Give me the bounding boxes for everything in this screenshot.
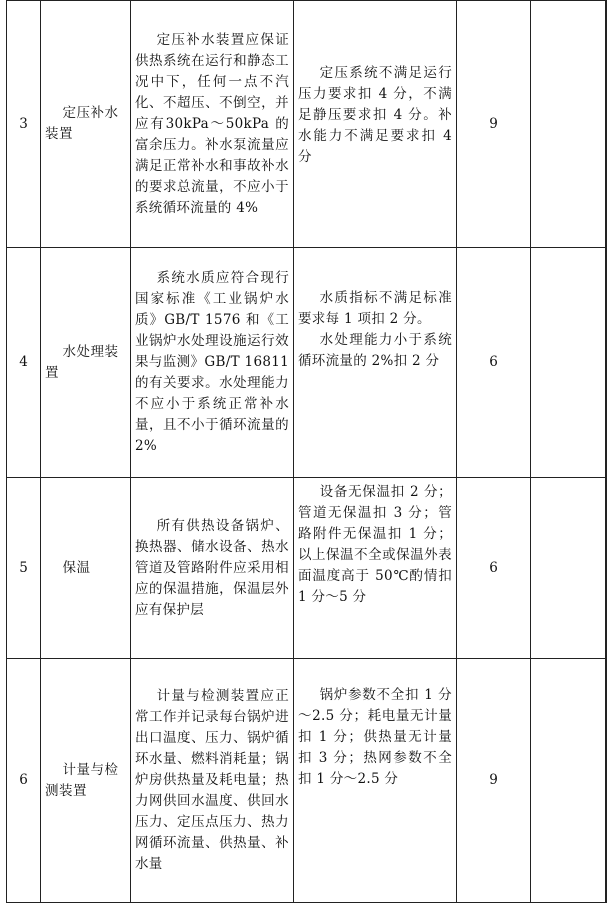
row-number: 6 — [7, 659, 41, 903]
table-row — [7, 659, 607, 903]
scoring-standard: 锅炉参数不全扣 1 分～2.5 分；耗电量无计量扣 1 分；供热量无计量扣 3 分；热网参数不全扣 1 分～2.5 分 — [294, 659, 457, 903]
score-value: 6 — [457, 478, 531, 659]
item-name: 计量与检测装置 — [41, 659, 131, 903]
empty-cell — [606, 1, 607, 248]
scoring-standard: 定压系统不满足运行压力要求扣 4 分，不满足静压要求扣 4 分。补水能力不满足要求扣 4 分 — [294, 1, 457, 248]
score-value: 9 — [457, 1, 531, 248]
empty-cell — [531, 248, 606, 478]
item-name: 水处理装置 — [41, 248, 131, 478]
row-number: 3 — [7, 1, 41, 248]
requirement-text: 所有供热设备锅炉、换热器、储水设备、热水管道及管路附件应采用相应的保温措施，保温层外应有保护层 — [131, 478, 294, 659]
item-name: 保温 — [41, 478, 131, 659]
empty-cell — [531, 659, 606, 903]
table-row — [7, 1, 607, 248]
empty-cell — [531, 1, 606, 248]
empty-cell — [606, 478, 607, 659]
row-number: 4 — [7, 248, 41, 478]
empty-cell — [606, 659, 607, 903]
empty-cell — [606, 248, 607, 478]
empty-cell — [531, 478, 606, 659]
requirement-text: 定压补水装置应保证供热系统在运行和静态工况中下，任何一点不汽化、不超压、不倒空，并应有30kPa～50kPa 的富余压力。补水泵流量应满足正常补水和事故补水的要求总流量，不应小于系统循环流量的 4% — [131, 1, 294, 248]
score-value: 9 — [457, 659, 531, 903]
requirement-text: 计量与检测装置应正常工作并记录每台锅炉进出口温度、压力、锅炉循环水量、燃料消耗量；锅炉房供热量及耗电量；热力网供回水温度、供回水压力、定压点压力、热力网循环流量、供热量、补水量 — [131, 659, 294, 903]
scoring-standard: 设备无保温扣 2 分；管道无保温扣 3 分；管路附件无保温扣 1 分；以上保温不全或保温外表面温度高于 50℃酌情扣 1 分～5 分 — [294, 478, 457, 659]
evaluation-table — [6, 0, 607, 903]
table-row — [7, 478, 607, 659]
item-name: 定压补水装置 — [41, 1, 131, 248]
row-number: 5 — [7, 478, 41, 659]
scoring-standard: 水质指标不满足标准要求每 1 项扣 2 分。 水处理能力小于系统循环流量的 2%扣 2 分 — [294, 248, 457, 478]
score-value: 6 — [457, 248, 531, 478]
table-row — [7, 248, 607, 478]
requirement-text: 系统水质应符合现行国家标准《工业锅炉水质》GB/T 1576 和《工业锅炉水处理设施运行效果与监测》GB/T 16811 的有关要求。水处理能力不应小于系统正常补水量，且不小于循环流量的 2% — [131, 248, 294, 478]
